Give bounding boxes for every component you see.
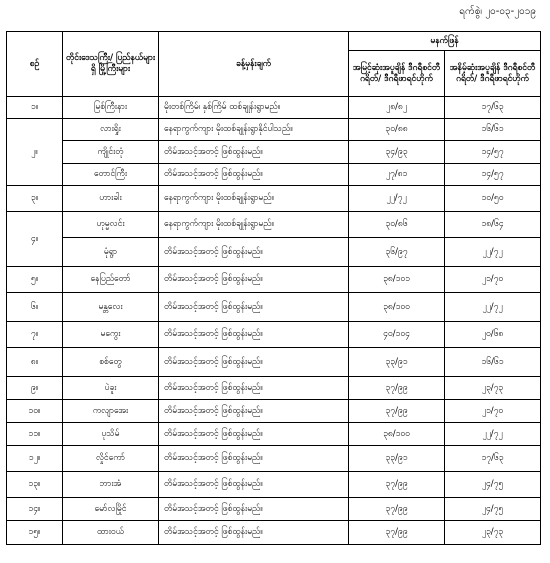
city-name: မော်လမြိုင် (63, 498, 159, 521)
max-temperature: ၃၆/၉၇ (349, 238, 445, 267)
min-temperature: ၂၂/၇၂ (445, 238, 541, 267)
min-temperature: ၁၇/၆၃ (445, 446, 541, 472)
forecast-text: တိမ်အသင့်အတင့် ဖြစ်ထွန်းမည်။ (159, 472, 349, 498)
forecast-text: တိမ်အသင့်အတင့် ဖြစ်ထွန်းမည်။ (159, 238, 349, 267)
row-number: ၁၄။ (7, 498, 63, 521)
city-name: ကလျာအေး (63, 400, 159, 423)
forecast-text: တိမ်အသင့်အတင့် ဖြစ်ထွန်းမည်။ (159, 348, 349, 377)
table-row (7, 322, 541, 348)
max-temperature: ၃၈/၁၀၀ (349, 423, 445, 446)
row-number: ၉။ (7, 377, 63, 400)
max-temperature: ၃၇/၉၉ (349, 498, 445, 521)
forecast-text: နေရာကွက်ကျား မိုးထစ်ချုန်းရွာနိုင်ပါသည်။ (159, 119, 349, 141)
city-name: ထားဝယ် (63, 521, 159, 545)
header-temperature-group: မနက်ဖြန် (349, 32, 541, 51)
header-region: တိုင်းဒေသကြီး/ ပြည်နယ်များရှိ မြို့ကြီးများ (63, 32, 159, 97)
max-temperature: ၃၇/၉၉ (349, 521, 445, 545)
city-name: မြစ်ကြီးနား (63, 97, 159, 119)
header-max-temp: အမြင့်ဆုံးအပူချိန် ဒီဂရီစင်တီဂရိတ်/ ဒီဂရီဖာရင်ဟိုက် (349, 51, 445, 97)
table-row (7, 446, 541, 472)
city-name: ဘားအံ (63, 472, 159, 498)
city-name: နေပြည်တော် (63, 267, 159, 293)
min-temperature: ၁၄/၅၇ (445, 141, 541, 164)
city-name: မုံရွာ (63, 238, 159, 267)
table-row (7, 348, 541, 377)
forecast-text: နေရာကွက်ကျား မိုးထစ်ချုန်းရွာမည်။ (159, 212, 349, 238)
city-name: မန္တလေး (63, 293, 159, 322)
max-temperature: ၃၈/၁၀၁ (349, 267, 445, 293)
table-row (7, 186, 541, 212)
forecast-text: တိမ်အသင့်အတင့် ဖြစ်ထွန်းမည်။ (159, 141, 349, 164)
city-name: တောင်ကြီး (63, 164, 159, 186)
table-row (7, 164, 541, 186)
city-name: ကျိုင်းတုံ (63, 141, 159, 164)
table-body (7, 97, 541, 545)
max-temperature: ၂၇/၈၁ (349, 164, 445, 186)
forecast-text: တိမ်အသင့်အတင့် ဖြစ်ထွန်းမည်။ (159, 521, 349, 545)
forecast-text: တိမ်အသင့်အတင့် ဖြစ်ထွန်းမည်။ (159, 446, 349, 472)
max-temperature: ၃၇/၉၉ (349, 377, 445, 400)
row-number: ၁၀။ (7, 400, 63, 423)
row-number: ၁၃။ (7, 472, 63, 498)
max-temperature: ၃၀/၈၈ (349, 119, 445, 141)
max-temperature: ၃၇/၉၉ (349, 400, 445, 423)
max-temperature: ၂၂/၇၂ (349, 186, 445, 212)
table-row (7, 293, 541, 322)
min-temperature: ၂၁/၇၀ (445, 400, 541, 423)
min-temperature: ၂၃/၇၃ (445, 521, 541, 545)
row-number: ၅။ (7, 267, 63, 293)
min-temperature: ၁၄/၅၇ (445, 164, 541, 186)
max-temperature: ၃၇/၉၉ (349, 472, 445, 498)
min-temperature: ၂၂/၇၂ (445, 293, 541, 322)
min-temperature: ၂၁/၇၀ (445, 267, 541, 293)
min-temperature: ၁၆/၆၁ (445, 348, 541, 377)
max-temperature: ၃၈/၁၀၀ (349, 293, 445, 322)
max-temperature: ၃၃/၉၁ (349, 348, 445, 377)
row-number: ၈။ (7, 348, 63, 377)
min-temperature: ၂၃/၇၃ (445, 377, 541, 400)
header-min-temp: အနိမ့်ဆုံးအပူချိန် ဒီဂရီစင်တီဂရိတ်/ ဒီဂရီဖာရင်ဟိုက် (445, 51, 541, 97)
city-name: ဟုမ္မလင်း (63, 212, 159, 238)
forecast-text: တိမ်အသင့်အတင့် ဖြစ်ထွန်းမည်။ (159, 400, 349, 423)
table-row (7, 472, 541, 498)
min-temperature: ၂၄/၇၅ (445, 472, 541, 498)
table-row (7, 267, 541, 293)
city-name: မကွေး (63, 322, 159, 348)
city-name: ဟားခါး (63, 186, 159, 212)
max-temperature: ၃၀/၈၆ (349, 212, 445, 238)
table-row (7, 423, 541, 446)
row-number: ၁။ (7, 97, 63, 119)
forecast-text: တိမ်အသင့်အတင့် ဖြစ်ထွန်းမည်။ (159, 498, 349, 521)
city-name: လားရှိုး (63, 119, 159, 141)
forecast-text: တိမ်အသင့်အတင့် ဖြစ်ထွန်းမည်။ (159, 377, 349, 400)
forecast-text: တိမ်အသင့်အတင့် ဖြစ်ထွန်းမည်။ (159, 293, 349, 322)
row-number: ၆။ (7, 293, 63, 322)
min-temperature: ၁၈/၆၄ (445, 212, 541, 238)
max-temperature: ၃၃/၉၁ (349, 446, 445, 472)
forecast-text: တိမ်အသင့်အတင့် ဖြစ်ထွန်းမည်။ (159, 267, 349, 293)
forecast-text: မိုးတစ်ကြိမ်၊ နှစ်ကြိမ် ထစ်ချုန်းရွာမည်။ (159, 97, 349, 119)
forecast-text: တိမ်အသင့်အတင့် ဖြစ်ထွန်းမည်။ (159, 322, 349, 348)
row-number: ၇။ (7, 322, 63, 348)
weather-forecast-table (6, 31, 541, 545)
table-row (7, 400, 541, 423)
table-row (7, 498, 541, 521)
max-temperature: ၃၄/၉၃ (349, 141, 445, 164)
table-row (7, 141, 541, 164)
table-row (7, 238, 541, 267)
row-number: ၂။ (7, 119, 63, 186)
table-row (7, 521, 541, 545)
table-row (7, 212, 541, 238)
min-temperature: ၁၀/၅၀ (445, 186, 541, 212)
city-name: ပဲခူး (63, 377, 159, 400)
row-number: ၃။ (7, 186, 63, 212)
min-temperature: ၂၀/၆၈ (445, 322, 541, 348)
row-number: ၁၂။ (7, 446, 63, 472)
row-number: ၁၁။ (7, 423, 63, 446)
min-temperature: ၂၄/၇၅ (445, 498, 541, 521)
min-temperature: ၁၇/၆၃ (445, 97, 541, 119)
forecast-text: တိမ်အသင့်အတင့် ဖြစ်ထွန်းမည်။ (159, 164, 349, 186)
city-name: စစ်တွေ (63, 348, 159, 377)
max-temperature: ၄၀/၁၀၄ (349, 322, 445, 348)
table-row (7, 119, 541, 141)
row-number: ၄။ (7, 212, 63, 267)
table-row (7, 97, 541, 119)
min-temperature: ၂၂/၇၂ (445, 423, 541, 446)
forecast-text: နေရာကွက်ကျား မိုးထစ်ချုန်းရွာမည်။ (159, 186, 349, 212)
city-name: လှိုင်ကော် (63, 446, 159, 472)
header-forecast: ခန့်မှန်းချက် (159, 32, 349, 97)
min-temperature: ၁၆/၆၁ (445, 119, 541, 141)
table-row (7, 377, 541, 400)
forecast-text: တိမ်အသင့်အတင့် ဖြစ်ထွန်းမည်။ (159, 423, 349, 446)
header-no: စဉ် (7, 32, 63, 97)
row-number: ၁၅။ (7, 521, 63, 545)
max-temperature: ၂၈/၈၂ (349, 97, 445, 119)
city-name: ပုသိမ် (63, 423, 159, 446)
report-date: ရက်စွဲ၊ ၂၀-၀၃-၂၀၁၉ (459, 6, 536, 17)
